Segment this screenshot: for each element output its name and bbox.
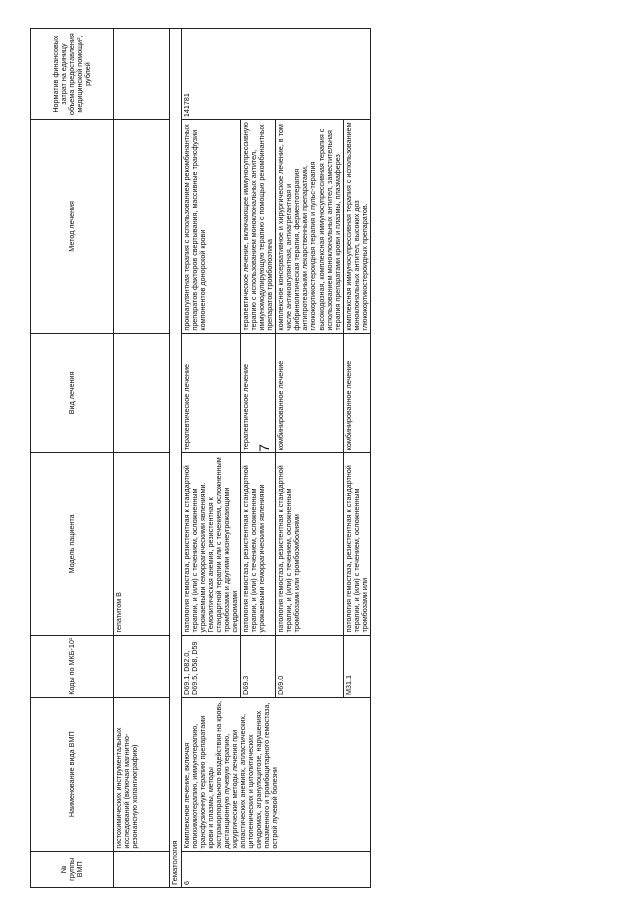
method-cell: терапевтическое лечение, включающее иммуносупрессивную терапию с использованием моноклональных антител, иммуномодулирующую терапию с помощью рекомбинантных препаратов тромбопоэтина bbox=[240, 120, 275, 333]
header-name: Наименование вида ВМП bbox=[31, 697, 114, 851]
kind-cell: комбинированное лечение bbox=[276, 333, 344, 453]
prev-codes-cell bbox=[114, 635, 170, 697]
vmp-table bbox=[30, 28, 371, 888]
header-norm: Норматив финансовых затрат на единицу объема предоставления медицинской помощи², рублей bbox=[31, 29, 114, 120]
header-method: Метод лечения bbox=[31, 120, 114, 333]
kind-cell: терапевтическое лечение bbox=[181, 333, 240, 453]
header-model: Модель пациента bbox=[31, 453, 114, 635]
model-cell: патология гемостаза, резистентная к стандартной терапии, и (или) с течением, осложненным тромбозами или bbox=[343, 453, 370, 635]
norm-cell: 141781 bbox=[181, 29, 370, 120]
method-cell: прокоагулянтная терапия с использованием рекомбинантных препаратов факторов свертывания, массивные трансфузии компонентов донорской крови bbox=[181, 120, 240, 333]
method-cell: комплексное консервативное и хирургическое лечение, в том числе антикоагулянтная, антиагрегантная и фибринолитическая терапия, ферментотерапия антипротеазными лекарственными препаратами, глюкокортикостероидная терапия и пульс-терапия высокодозная, комплексная иммуносупрессивная терапия с использованием моноклональных антител, заместительная терапия препаратами крови и плазмы, плазмаферез bbox=[276, 120, 344, 333]
model-cell: патология гемостаза, резистентная к стандартной терапии, и (или) с течением, осложненным тромбозами или тромбоэмболиями bbox=[276, 453, 344, 635]
section-row bbox=[170, 29, 182, 888]
table-row bbox=[181, 29, 240, 888]
header-codes: Коды по МКБ-10¹ bbox=[31, 635, 114, 697]
codes-cell: D69.3 bbox=[240, 635, 275, 697]
model-cell: патология гемостаза, резистентная к стандартной терапии, и (или) с течением, осложненным угрожаемыми геморрагическими явлениями bbox=[240, 453, 275, 635]
header-row bbox=[31, 29, 114, 888]
group-number: 6 bbox=[181, 851, 370, 887]
rotated-page bbox=[30, 13, 610, 888]
table-row bbox=[114, 29, 170, 888]
prev-model-cell: гепатитом В bbox=[114, 453, 170, 635]
header-kind: Вид лечения bbox=[31, 333, 114, 453]
prev-norm-cell bbox=[114, 29, 170, 120]
section-title: Гематология bbox=[170, 29, 182, 888]
prev-name-cell: гистохимических инструментальных исследований (включая магнитно-резонансную холангиографию) bbox=[114, 697, 170, 851]
page-number: 7 bbox=[255, 444, 272, 452]
kind-cell: терапевтическое лечение bbox=[240, 333, 275, 453]
codes-cell: M31.1 bbox=[343, 635, 370, 697]
codes-cell: D69.0 bbox=[276, 635, 344, 697]
codes-cell: D69.1, D82.0, D69.5, D58, D59 bbox=[181, 635, 240, 697]
group-name: Комплексное лечение, включая полихимиотерапию, иммунотерапию, трансфузионную терапию препаратами крови и плазмы, методы экстракорпорального воздействия на кровь, дистанционную лучевую терапию, хирургические методы лечения при апластических анемиях, апластических, цитопенических и цитолитических синдромах, агранулоцитозе, нарушениях плазменного и тромбоцитарного гемостаза, острой лучевой болезни bbox=[181, 697, 370, 851]
header-group: № группы ВМП bbox=[31, 851, 114, 887]
kind-cell: комбинированное лечение bbox=[343, 333, 370, 453]
model-cell: патология гемостаза, резистентная к стандартной терапии, и (или) с течением, осложненным угрожаемыми геморрагическими явлениями. Гемолитическая анемия, резистентная к стандартной терапии или с течением, осложненным тромбозами и другими жизнеугрожающими синдромами bbox=[181, 453, 240, 635]
prev-group-cell bbox=[114, 851, 170, 887]
prev-method-cell bbox=[114, 120, 170, 333]
prev-kind-cell bbox=[114, 333, 170, 453]
method-cell: комплексная иммуносупрессивная терапия с использованием моноклональных антител, высоких доз глюкокортикостероидных препаратов. bbox=[343, 120, 370, 333]
